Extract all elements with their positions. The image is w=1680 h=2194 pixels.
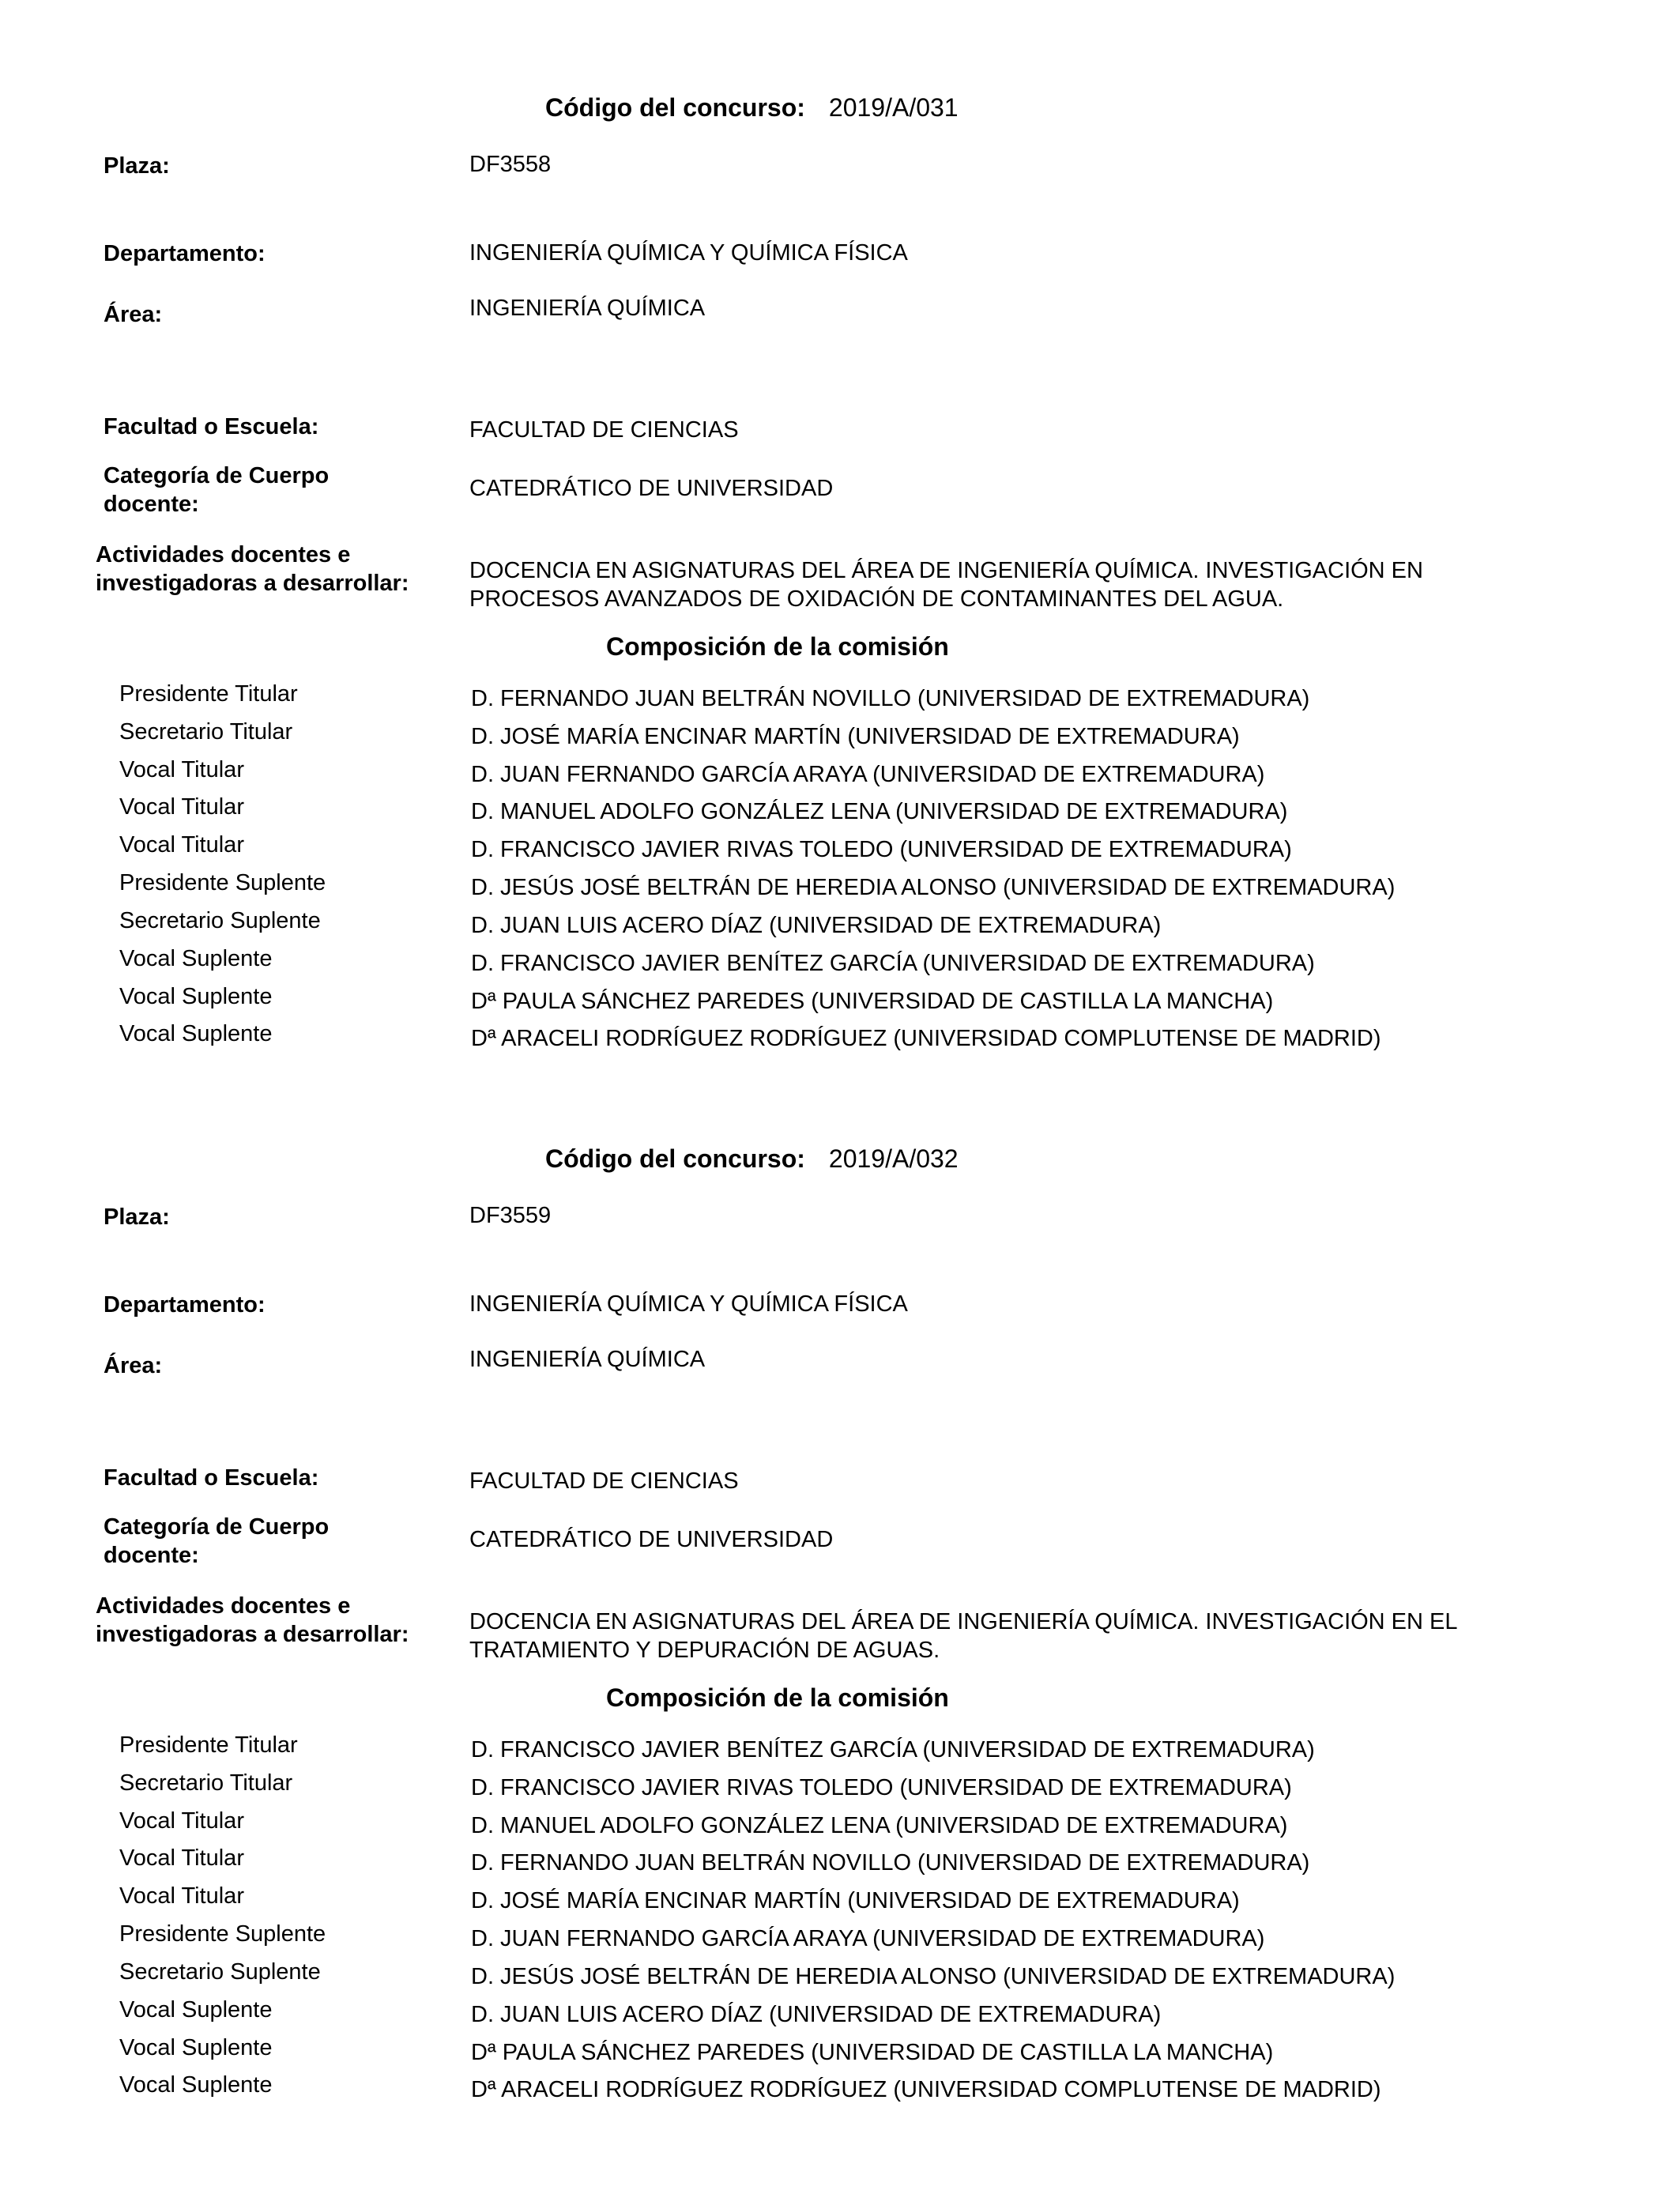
comision-role: Vocal Suplente: [119, 984, 273, 1009]
codigo-line: [545, 1144, 959, 1174]
area-label: Área:: [104, 1353, 163, 1378]
area-value: INGENIERÍA QUÍMICA: [469, 296, 706, 321]
comision-role: Vocal Titular: [119, 1808, 244, 1834]
comision-member: D. FRANCISCO JAVIER RIVAS TOLEDO (UNIVERSIDAD DE EXTREMADURA): [471, 1775, 1292, 1800]
comision-row: [0, 2072, 1680, 2110]
codigo-line: [545, 93, 959, 123]
comision-member: D. MANUEL ADOLFO GONZÁLEZ LENA (UNIVERSIDAD DE EXTREMADURA): [471, 799, 1288, 824]
comision-row: [0, 2035, 1680, 2073]
comision-member: D. JOSÉ MARÍA ENCINAR MARTÍN (UNIVERSIDAD DE EXTREMADURA): [471, 1888, 1240, 1913]
departamento-value: INGENIERÍA QUÍMICA Y QUÍMICA FÍSICA: [469, 1291, 908, 1317]
actividades-value-line2: PROCESOS AVANZADOS DE OXIDACIÓN DE CONTAMINANTES DEL AGUA.: [469, 586, 1284, 612]
area-label: Área:: [104, 302, 163, 327]
concurso-section: [0, 1051, 1680, 2102]
comision-member: D. FRANCISCO JAVIER BENÍTEZ GARCÍA (UNIVERSIDAD DE EXTREMADURA): [471, 951, 1315, 976]
comision-member: D. MANUEL ADOLFO GONZÁLEZ LENA (UNIVERSIDAD DE EXTREMADURA): [471, 1813, 1288, 1838]
comision-role: Presidente Suplente: [119, 1921, 326, 1947]
comision-role: Presidente Titular: [119, 681, 298, 707]
comision-member: D. JESÚS JOSÉ BELTRÁN DE HEREDIA ALONSO (UNIVERSIDAD DE EXTREMADURA): [471, 1964, 1396, 1989]
facultad-label: Facultad o Escuela:: [104, 414, 319, 439]
comision-role: Secretario Titular: [119, 1770, 293, 1796]
comision-role: Secretario Suplente: [119, 908, 321, 933]
comision-member: D. JUAN FERNANDO GARCÍA ARAYA (UNIVERSIDAD DE EXTREMADURA): [471, 762, 1265, 787]
comision-row: [0, 1997, 1680, 2035]
comision-role: Vocal Suplente: [119, 2035, 273, 2060]
comision-role: Vocal Suplente: [119, 1997, 273, 2022]
actividades-label-line2: investigadoras a desarrollar:: [96, 1622, 409, 1647]
plaza-value: DF3558: [469, 152, 552, 177]
codigo-label: Código del concurso:: [545, 93, 805, 122]
comision-role: Vocal Titular: [119, 832, 244, 858]
comision-role: Vocal Titular: [119, 1883, 244, 1909]
comision-row: [0, 1770, 1680, 1808]
comision-row: [0, 908, 1680, 946]
area-value: INGENIERÍA QUÍMICA: [469, 1347, 706, 1372]
comision-member: D. JUAN FERNANDO GARCÍA ARAYA (UNIVERSIDAD DE EXTREMADURA): [471, 1926, 1265, 1951]
comision-row: [0, 984, 1680, 1022]
comision-row: [0, 794, 1680, 832]
comision-member: D. JOSÉ MARÍA ENCINAR MARTÍN (UNIVERSIDAD DE EXTREMADURA): [471, 724, 1240, 749]
comision-member: Dª PAULA SÁNCHEZ PAREDES (UNIVERSIDAD DE CASTILLA LA MANCHA): [471, 989, 1274, 1014]
comision-row: [0, 681, 1680, 719]
comision-role: Vocal Suplente: [119, 946, 273, 971]
comision-role: Secretario Titular: [119, 719, 293, 745]
categoria-label-line2: docente:: [104, 492, 199, 517]
actividades-label-line1: Actividades docentes e: [96, 1593, 351, 1619]
facultad-value: FACULTAD DE CIENCIAS: [469, 417, 739, 443]
actividades-value-line2: TRATAMIENTO Y DEPURACIÓN DE AGUAS.: [469, 1638, 940, 1663]
comision-row: [0, 832, 1680, 870]
plaza-label: Plaza:: [104, 153, 170, 179]
codigo-label: Código del concurso:: [545, 1144, 805, 1173]
departamento-label: Departamento:: [104, 1292, 266, 1318]
comision-row: [0, 719, 1680, 757]
comision-member: Dª ARACELI RODRÍGUEZ RODRÍGUEZ (UNIVERSIDAD COMPLUTENSE DE MADRID): [471, 2077, 1381, 2102]
comision-row: [0, 1883, 1680, 1921]
comision-role: Presidente Titular: [119, 1732, 298, 1758]
plaza-label: Plaza:: [104, 1204, 170, 1230]
comision-role: Vocal Titular: [119, 1845, 244, 1871]
comision-member: D. FERNANDO JUAN BELTRÁN NOVILLO (UNIVERSIDAD DE EXTREMADURA): [471, 1850, 1310, 1875]
comision-member: D. JESÚS JOSÉ BELTRÁN DE HEREDIA ALONSO (UNIVERSIDAD DE EXTREMADURA): [471, 875, 1396, 900]
comision-role: Vocal Titular: [119, 794, 244, 820]
comision-member: D. FRANCISCO JAVIER BENÍTEZ GARCÍA (UNIVERSIDAD DE EXTREMADURA): [471, 1737, 1315, 1762]
comision-role: Vocal Titular: [119, 757, 244, 782]
categoria-label-line1: Categoría de Cuerpo: [104, 463, 330, 488]
plaza-value: DF3559: [469, 1203, 552, 1228]
comision-member: Dª PAULA SÁNCHEZ PAREDES (UNIVERSIDAD DE CASTILLA LA MANCHA): [471, 2040, 1274, 2065]
comision-member: D. FRANCISCO JAVIER RIVAS TOLEDO (UNIVERSIDAD DE EXTREMADURA): [471, 837, 1292, 862]
comision-row: [0, 1959, 1680, 1997]
departamento-value: INGENIERÍA QUÍMICA Y QUÍMICA FÍSICA: [469, 240, 908, 266]
categoria-value: CATEDRÁTICO DE UNIVERSIDAD: [469, 1527, 834, 1552]
actividades-value-line1: DOCENCIA EN ASIGNATURAS DEL ÁREA DE INGENIERÍA QUÍMICA. INVESTIGACIÓN EN: [469, 558, 1423, 583]
comision-role: Vocal Suplente: [119, 1021, 273, 1046]
comision-row: [0, 946, 1680, 984]
comision-title: Composición de la comisión: [606, 1683, 949, 1712]
comision-role: Vocal Suplente: [119, 2072, 273, 2098]
categoria-value: CATEDRÁTICO DE UNIVERSIDAD: [469, 476, 834, 501]
comision-member: D. FERNANDO JUAN BELTRÁN NOVILLO (UNIVERSIDAD DE EXTREMADURA): [471, 686, 1310, 711]
actividades-value-line1: DOCENCIA EN ASIGNATURAS DEL ÁREA DE INGENIERÍA QUÍMICA. INVESTIGACIÓN EN EL: [469, 1609, 1458, 1634]
comision-title: Composición de la comisión: [606, 632, 949, 661]
comision-row: [0, 1808, 1680, 1846]
codigo-value: 2019/A/032: [828, 1144, 959, 1173]
comision-row: [0, 1845, 1680, 1883]
comision-row: [0, 1921, 1680, 1959]
categoria-label-line1: Categoría de Cuerpo: [104, 1514, 330, 1540]
codigo-value: 2019/A/031: [828, 93, 959, 122]
departamento-label: Departamento:: [104, 241, 266, 266]
facultad-label: Facultad o Escuela:: [104, 1465, 319, 1491]
comision-role: Secretario Suplente: [119, 1959, 321, 1985]
concurso-section: [0, 0, 1680, 1051]
comision-member: Dª ARACELI RODRÍGUEZ RODRÍGUEZ (UNIVERSIDAD COMPLUTENSE DE MADRID): [471, 1026, 1381, 1051]
comision-member: D. JUAN LUIS ACERO DÍAZ (UNIVERSIDAD DE EXTREMADURA): [471, 2002, 1162, 2027]
actividades-label-line2: investigadoras a desarrollar:: [96, 571, 409, 596]
comision-member: D. JUAN LUIS ACERO DÍAZ (UNIVERSIDAD DE EXTREMADURA): [471, 913, 1162, 938]
comision-row: [0, 757, 1680, 795]
categoria-label-line2: docente:: [104, 1543, 199, 1568]
actividades-label-line1: Actividades docentes e: [96, 542, 351, 567]
facultad-value: FACULTAD DE CIENCIAS: [469, 1468, 739, 1494]
comision-role: Presidente Suplente: [119, 870, 326, 895]
comision-row: [0, 1732, 1680, 1770]
comision-row: [0, 870, 1680, 908]
